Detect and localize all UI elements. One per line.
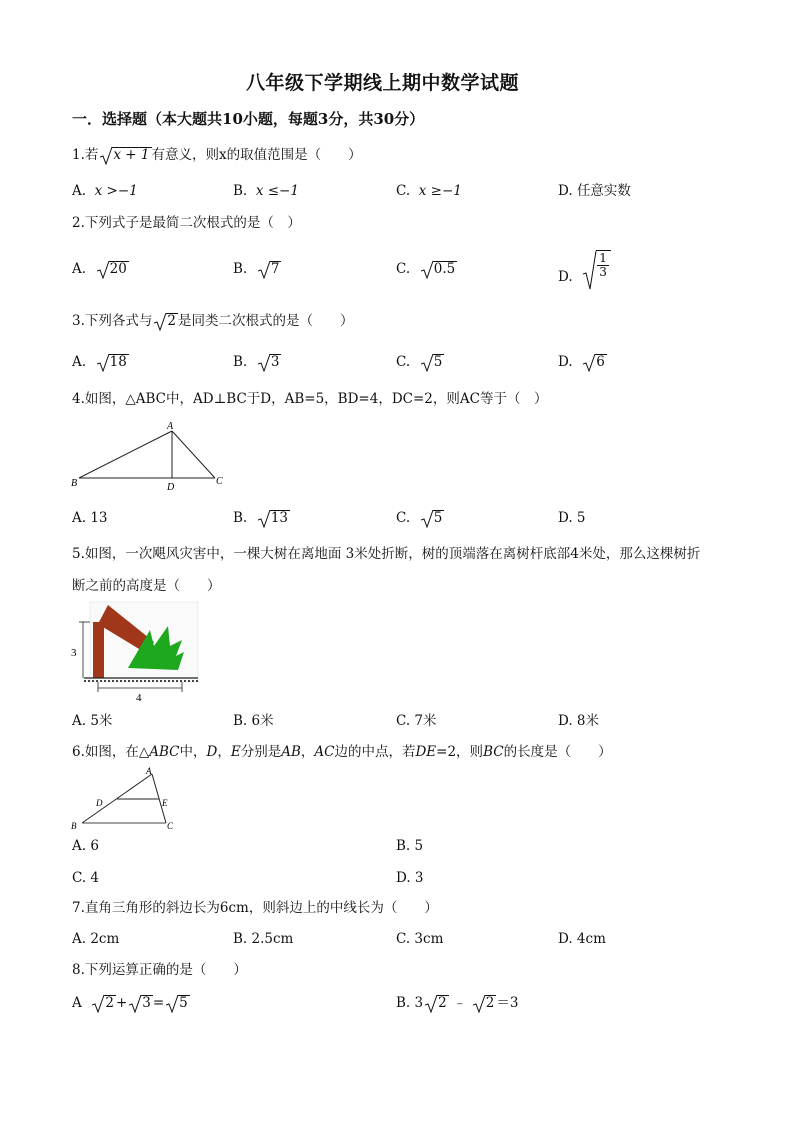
q2-option-c[interactable] (396, 261, 457, 278)
q6-mid1: 中， (179, 744, 207, 760)
q5-option-c[interactable]: C. 7米 (396, 713, 437, 729)
q4-c-radicand: 5 (433, 510, 443, 526)
q2-d-label: D. (558, 268, 573, 285)
q8-b-r1: 2 (438, 995, 447, 1011)
q4-triangle-figure (70, 418, 230, 494)
q6-de: DE (415, 744, 437, 760)
q8-a-plus: + (115, 995, 128, 1011)
q8-a-r3: 5 (179, 995, 188, 1011)
question-5-line1: 5.如图，一次飓风灾害中，一棵大树在离地面 3米处折断，树的顶端落在离树杆底部4米处，那么这棵树折 (72, 546, 701, 562)
q4-side-ab (79, 431, 172, 478)
q7-option-c[interactable]: C. 3cm (396, 931, 444, 947)
q6-label-a: A (146, 766, 152, 776)
q2-c-radicand: 0.5 (433, 261, 456, 277)
sqrt-symbol (100, 147, 151, 164)
q8-option-a[interactable] (72, 995, 190, 1012)
q7-option-a[interactable]: A. 2cm (72, 931, 120, 947)
sqrt-symbol (425, 995, 449, 1012)
question-1 (72, 147, 362, 164)
sqrt-symbol (583, 354, 607, 371)
sqrt-symbol (92, 995, 116, 1012)
q4-label-d: D (167, 482, 175, 493)
q2-d-denominator: 3 (599, 264, 607, 279)
q6-comma: ， (217, 744, 231, 760)
q3-option-a[interactable] (72, 354, 129, 371)
q3-a-radicand: 18 (109, 354, 127, 370)
q6-mid5: =2，则 (436, 744, 484, 760)
q1-option-d[interactable] (558, 183, 631, 199)
sqrt-symbol (421, 354, 445, 371)
q6-option-b[interactable]: B. 5 (396, 838, 424, 854)
q1-post: 有意义，则x的取值范围是（ ） (151, 147, 362, 163)
section-heading: 一．选择题（本大题共10小题，每题3分，共30分） (72, 110, 425, 128)
q4-c-label: C. (396, 510, 411, 526)
q2-option-d[interactable] (558, 250, 611, 285)
q3-d-radicand: 6 (596, 354, 605, 370)
q4-side-ac (172, 431, 215, 478)
q3-d-label: D. (558, 354, 573, 370)
q2-c-label: C. (396, 261, 411, 277)
q6-abc: ABC (149, 744, 180, 760)
q8-b-minus: ﹣ (452, 995, 467, 1011)
q5-tree-figure (70, 600, 200, 705)
q3-option-d[interactable] (558, 354, 607, 371)
q2-d-numerator: 1 (599, 251, 607, 265)
q6-post: 的长度是（ ） (503, 744, 612, 760)
q7-option-d[interactable]: D. 4cm (558, 931, 606, 947)
question-2: 2.下列式子是最简二次根式的是（ ） (72, 215, 301, 231)
question-3 (72, 313, 353, 330)
q3-post: 是同类二次根式的是（ ） (177, 313, 354, 329)
sqrt-symbol (97, 261, 129, 278)
q6-e: E (230, 744, 241, 760)
sqrt-symbol (97, 354, 129, 371)
sqrt-symbol (154, 313, 178, 330)
q1-radicand: x + 1 (113, 147, 150, 163)
q1-b-label: B. (233, 183, 248, 199)
q8-a-eq: = (152, 995, 165, 1011)
q6-option-a[interactable]: A. 6 (72, 838, 99, 854)
q4-option-a[interactable]: A. 13 (72, 510, 108, 526)
q3-pre: 3.下列各式与 (72, 313, 153, 329)
q6-mid3: ， (300, 744, 315, 760)
sqrt-symbol (473, 995, 497, 1012)
q6-option-d[interactable]: D. 3 (396, 870, 424, 886)
sqrt-symbol (421, 510, 445, 527)
q1-option-c[interactable] (396, 183, 462, 199)
q6-label-e: E (162, 798, 168, 808)
q2-option-b[interactable] (233, 261, 281, 278)
sqrt-symbol (421, 261, 457, 278)
q3-a-label: A. (72, 354, 87, 370)
q2-a-radicand: 20 (109, 261, 127, 277)
question-4: 4.如图，△ABC中，AD⊥BC于D，AB=5，BD=4，DC=2，则AC等于（ ） (72, 391, 548, 407)
q4-b-label: B. (233, 510, 248, 526)
q4-option-b[interactable] (233, 510, 290, 527)
q6-triangle-figure (70, 766, 185, 832)
q3-b-label: B. (233, 354, 248, 370)
q3-c-radicand: 5 (433, 354, 443, 370)
q4-label-c: C (216, 476, 223, 487)
q1-c-label: C. (396, 183, 411, 199)
q8-b-r2: 2 (485, 995, 495, 1011)
q6-label-b: B (71, 821, 77, 831)
q1-b-text: x ≤−1 (255, 183, 299, 199)
sqrt-symbol (258, 510, 290, 527)
q6-mid4: 边的中点，若 (334, 744, 416, 760)
q1-option-a[interactable] (72, 183, 138, 199)
q5-option-a[interactable]: A. 5米 (72, 713, 113, 729)
q6-ab: AB (281, 744, 301, 760)
q4-option-c[interactable] (396, 510, 444, 527)
q1-pre: 1.若 (72, 147, 99, 163)
sqrt-symbol (258, 261, 282, 278)
q1-option-b[interactable] (233, 183, 299, 199)
q3-radicand: 2 (167, 313, 176, 329)
q5-trunk (93, 622, 104, 678)
q2-b-label: B. (233, 261, 248, 277)
q8-b-label: B. 3 (396, 995, 424, 1011)
q5-option-d[interactable]: D. 8米 (558, 713, 600, 729)
q8-option-b[interactable] (396, 995, 518, 1012)
q1-d-text: 任意实数 (576, 183, 631, 199)
q4-option-d[interactable]: D. 5 (558, 510, 586, 526)
question-5-line2: 断之前的高度是（ ） (72, 578, 221, 594)
q8-b-eq: ＝3 (496, 995, 519, 1011)
q6-label-c: C (167, 821, 174, 831)
q3-option-c[interactable] (396, 354, 444, 371)
q6-option-c[interactable]: C. 4 (72, 870, 100, 886)
sqrt-symbol (166, 995, 190, 1012)
q6-pre: 6.如图，在△ (72, 744, 150, 760)
q3-option-b[interactable] (233, 354, 281, 371)
q4-label-a: A (167, 421, 174, 432)
q1-c-text: x ≥−1 (418, 183, 462, 199)
q6-d: D (206, 744, 218, 760)
sqrt-symbol (129, 995, 153, 1012)
page-title: 八年级下学期线上期中数学试题 (246, 72, 520, 94)
q1-d-label: D. (558, 183, 573, 199)
q7-option-b[interactable]: B. 2.5cm (233, 931, 294, 947)
q8-a-r2: 3 (142, 995, 151, 1011)
q2-a-label: A. (72, 261, 87, 277)
q4-label-b: B (71, 478, 78, 489)
q1-a-label: A. (72, 183, 87, 199)
q8-a-r1: 2 (105, 995, 114, 1011)
q6-mid2: 分别是 (240, 744, 282, 760)
q2-d-fraction (597, 252, 609, 278)
q5-distance-label: 4 (136, 692, 142, 704)
q5-option-b[interactable]: B. 6米 (233, 713, 274, 729)
q4-b-radicand: 13 (270, 510, 288, 526)
q1-a-text: x >−1 (94, 183, 138, 199)
q6-ac: AC (314, 744, 335, 760)
question-6 (72, 744, 612, 760)
q2-option-a[interactable] (72, 261, 129, 278)
q6-bc: BC (483, 744, 504, 760)
q5-height-label: 3 (71, 647, 77, 659)
q3-b-radicand: 3 (270, 354, 280, 370)
sqrt-symbol (258, 354, 282, 371)
q6-label-d: D (96, 798, 103, 808)
question-7: 7.直角三角形的斜边长为6cm，则斜边上的中线长为（ ） (72, 900, 438, 916)
q2-b-radicand: 7 (270, 261, 280, 277)
q3-c-label: C. (396, 354, 411, 370)
question-8: 8.下列运算正确的是（ ） (72, 962, 247, 978)
sqrt-symbol (583, 250, 611, 278)
q8-a-label: A (72, 995, 82, 1011)
